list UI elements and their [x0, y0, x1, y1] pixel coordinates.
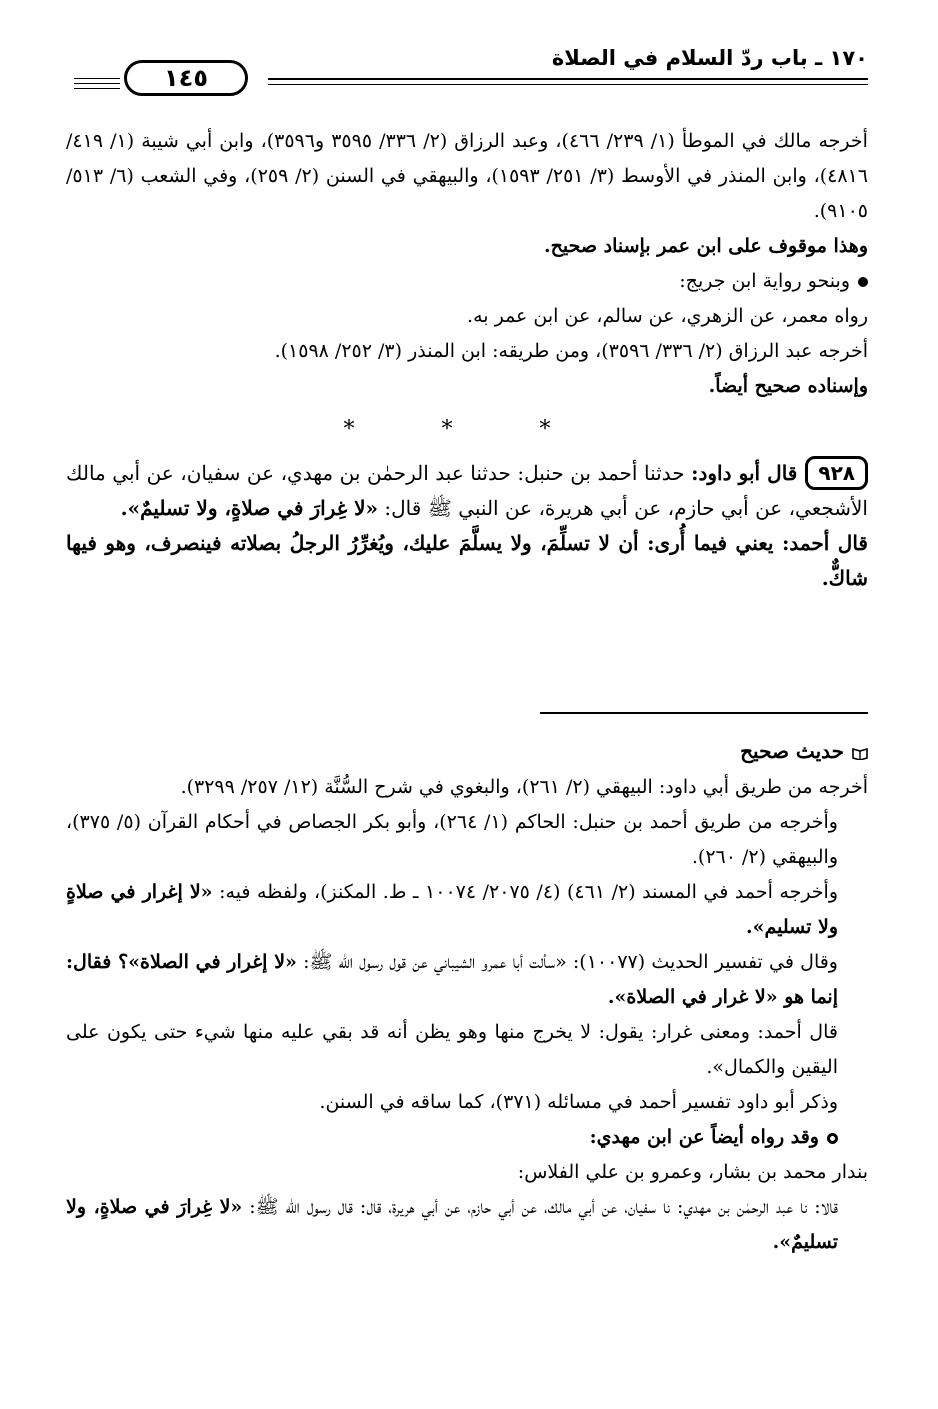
footnote-subheading [66, 1120, 868, 1155]
footnote-text: وقال في تفسير الحديث (١٠٠٧٧): «سألت أبا عمرو الشيباني عن قول رسول الله ﷺ: [303, 951, 838, 973]
footnote-heading-text: حديث صحيح [740, 739, 844, 763]
footnote-paragraph: بندار محمد بن بشار، وعمرو بن علي الفلاس: [517, 1161, 868, 1183]
header-rule-left [74, 88, 120, 89]
hadith-intro: قال أبو داود: [691, 461, 798, 485]
running-title: ١٧٠ ـ باب ردّ السلام في الصلاة [551, 46, 868, 70]
bullet-text: وبنحو رواية ابن جريج: [679, 270, 850, 292]
header-rule-thin [268, 84, 868, 85]
footnote-text: وأخرجه أحمد في المسند (٢/ ٤٦١) (٤/ ٢٠٧٥/ ١٠٠٧٤ ـ ط. المكنز)، ولفظه فيه: [219, 881, 838, 903]
footnote-paragraph: وذكر أبو داود تفسير أحمد في مسائله (٣٧١)، كما ساقه في السنن. [319, 1091, 838, 1113]
footnote-paragraph: أخرجه من طريق أبي داود: البيهقي (٢/ ٢٦١)، والبغوي في شرح السُّنَّة (١٢/ ٢٥٧/ ٣٢٩٩). [180, 776, 868, 798]
bullet-line [66, 264, 868, 299]
header-rule-left [74, 78, 120, 79]
hadith-paragraph [66, 456, 868, 526]
footnotes [66, 732, 868, 1260]
bullet-icon [858, 277, 868, 287]
page-header [74, 46, 868, 92]
page-number: ١٤٥ [124, 60, 248, 96]
grading-line: وهذا موقوف على ابن عمر بإسناد صحيح. [543, 235, 868, 257]
narration-line: رواه معمر، عن الزهري، عن سالم، عن ابن عمر به. [467, 305, 868, 327]
footnote-paragraph [66, 945, 868, 1015]
book-icon [852, 746, 868, 760]
footnote-quote: «لا غِرارَ في صلاةٍ، ولا تسليمٌ». [66, 1196, 838, 1253]
grading-line-2: وإسناده صحيح أيضاً. [708, 375, 868, 397]
footnote-paragraph [66, 875, 868, 945]
header-rule-left [74, 83, 120, 84]
footnote-paragraph [66, 1190, 868, 1260]
hadith-chain: حدثنا أحمد بن حنبل: حدثنا عبد الرحمٰن بن مهدي، عن سفيان، عن أبي مالك الأشجعي، عن أبي حازم، عن أبي هريرة، عن النبي ﷺ قال: [66, 461, 868, 520]
header-rule [268, 78, 868, 80]
footnote-separator [540, 712, 868, 714]
footnote-paragraph: وأخرجه من طريق أحمد بن حنبل: الحاكم (١/ ٢٦٤)، وأبو بكر الجصاص في أحكام القرآن (٥/ ٣٧٥)، والبيهقي (٢/ ٢٦٠). [66, 811, 838, 868]
citation-line: أخرجه عبد الرزاق (٢/ ٣٣٦/ ٣٥٩٦)، ومن طريقه: ابن المنذر (٣/ ٢٥٢/ ١٥٩٨). [274, 340, 868, 362]
footnote-quote: «لا إغرار في صلاةٍ ولا تسليم». [66, 881, 838, 938]
section-divider-stars: * * * [343, 417, 591, 442]
footnote-quote: «لا إغرار في الصلاة»؟ فقال: إنما هو «لا غرار في الصلاة». [66, 951, 838, 1008]
footnote-paragraph: قال أحمد: ومعنى غرار: يقول: لا يخرج منها وهو يظن أنه قد بقي عليه منها شيء حتى يكون على اليقين والكمال». [66, 1021, 838, 1078]
citation-paragraph: أخرجه مالك في الموطأ (١/ ٢٣٩/ ٤٦٦)، وعبد الرزاق (٢/ ٣٣٦/ ٣٥٩٥ و٣٥٩٦)، وابن أبي شيبة (١/ ٤١٩/ ٤٨١٦)، وابن المنذر في الأوسط (٣/ ٢٥١/ ١٥٩٣)، والبيهقي في السنن (٢/ ٢٥٩)، وفي الشعب (٦/ ٥١٣/ ٩١٠٥). [66, 130, 868, 222]
hadith-quote: «لا غِرارَ في صلاةٍ، ولا تسليمٌ». [120, 496, 379, 520]
footnote-heading [66, 732, 868, 770]
hadith-commentary: قال أحمد: يعني فيما أُرى: أن لا تسلِّمَ، ولا يسلَّمَ عليك، ويُغرِّرُ الرجلُ بصلاته فينصرف، وهو فيها شاكٌّ. [66, 531, 868, 590]
footnote-subheading-text: وقد رواه أيضاً عن ابن مهدي: [589, 1126, 819, 1148]
hadith-number: ٩٢٨ [805, 456, 868, 490]
footnote-text: قالا: نا عبد الرحمٰن بن مهدي: نا سفيان، عن أبي مالك، عن أبي حازم، عن أبي هريرة، قال: قال رسول الله ﷺ: [249, 1196, 838, 1218]
main-text [66, 124, 868, 596]
ring-icon [827, 1133, 838, 1144]
